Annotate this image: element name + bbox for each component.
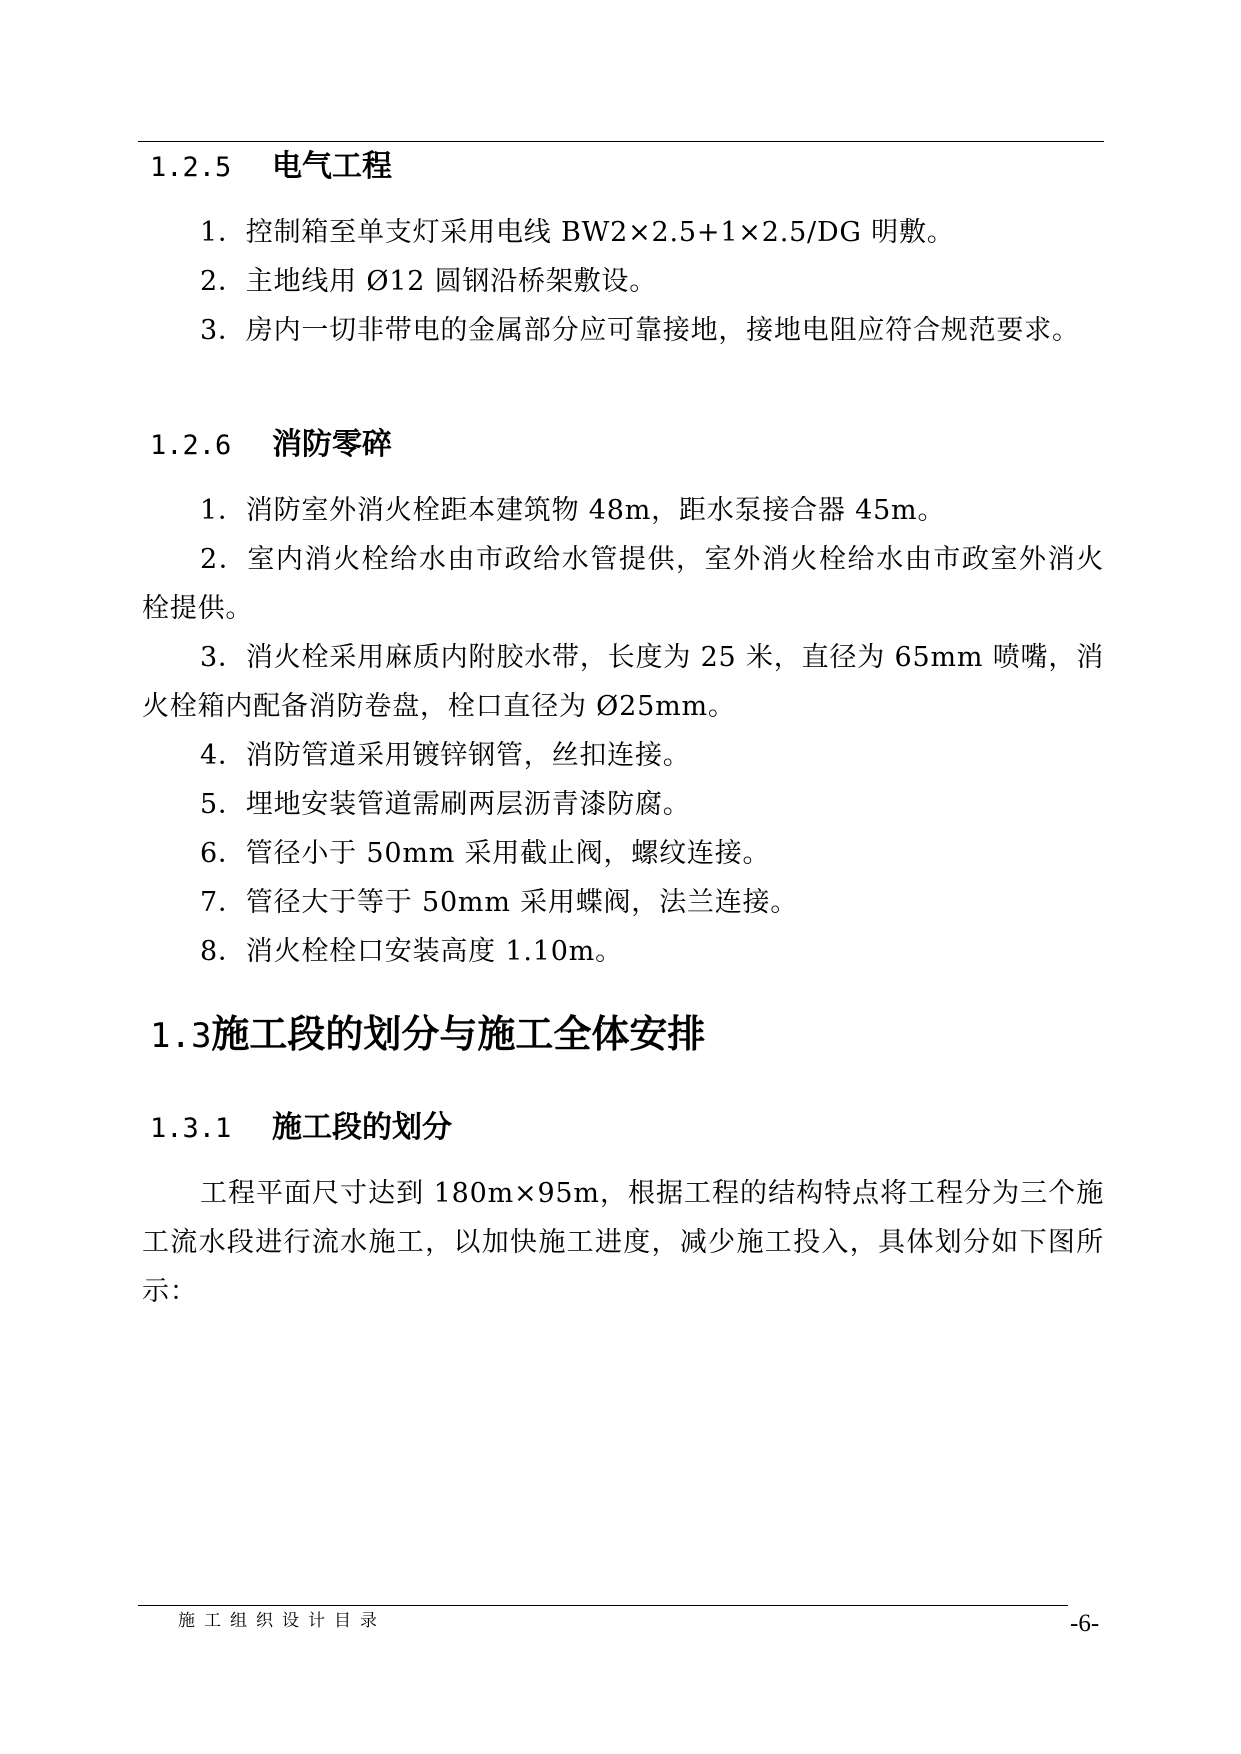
section-heading-1-2-5 [150, 147, 392, 188]
footer-rule [138, 1605, 1068, 1606]
paragraph: 6．管径小于 50mm 采用截止阀，螺纹连接。 [200, 838, 771, 869]
section-number: 1.2.6 [150, 430, 232, 461]
page-number: -6- [1070, 1610, 1100, 1637]
section-number: 1.2.5 [150, 152, 232, 183]
paragraph: 4．消防管道采用镀锌钢管，丝扣连接。 [200, 740, 691, 771]
section-title: 施工段的划分 [272, 1110, 452, 1145]
paragraph: 5．埋地安装管道需刷两层沥青漆防腐。 [200, 789, 691, 820]
paragraph: 3．消火栓采用麻质内附胶水带，长度为 25 米，直径为 65mm 喷嘴，消火栓箱内配备消防卷盘，栓口直径为 Ø25mm。 [142, 642, 1104, 722]
footer-title: 施工组织设计目录 [178, 1611, 386, 1631]
paragraph: 3．房内一切非带电的金属部分应可靠接地，接地电阻应符合规范要求。 [200, 315, 1080, 346]
chapter-number: 1.3 [150, 1016, 212, 1056]
paragraph: 1．控制箱至单支灯采用电线 BW2×2.5+1×2.5/DG 明敷。 [200, 217, 955, 248]
section-title: 电气工程 [272, 149, 392, 184]
chapter-heading [150, 1008, 705, 1062]
paragraph: 1．消防室外消火栓距本建筑物 48m，距水泵接合器 45m。 [200, 495, 946, 526]
paragraph: 2．主地线用 Ø12 圆钢沿桥架敷设。 [200, 266, 658, 297]
paragraph: 8．消火栓栓口安装高度 1.10m。 [200, 936, 623, 967]
section-title: 消防零碎 [272, 427, 392, 462]
paragraph: 7．管径大于等于 50mm 采用蝶阀，法兰连接。 [200, 887, 799, 918]
section-heading-1-3-1 [150, 1108, 452, 1149]
chapter-title: 施工段的划分与施工全体安排 [211, 1012, 706, 1056]
paragraph: 2．室内消火栓给水由市政给水管提供，室外消火栓给水由市政室外消火栓提供。 [142, 544, 1104, 624]
header-rule [138, 141, 1104, 142]
paragraph: 工程平面尺寸达到 180m×95m，根据工程的结构特点将工程分为三个施工流水段进行流水施工，以加快施工进度，减少施工投入，具体划分如下图所示： [142, 1178, 1104, 1307]
section-heading-1-2-6 [150, 425, 392, 466]
section-number: 1.3.1 [150, 1113, 232, 1144]
